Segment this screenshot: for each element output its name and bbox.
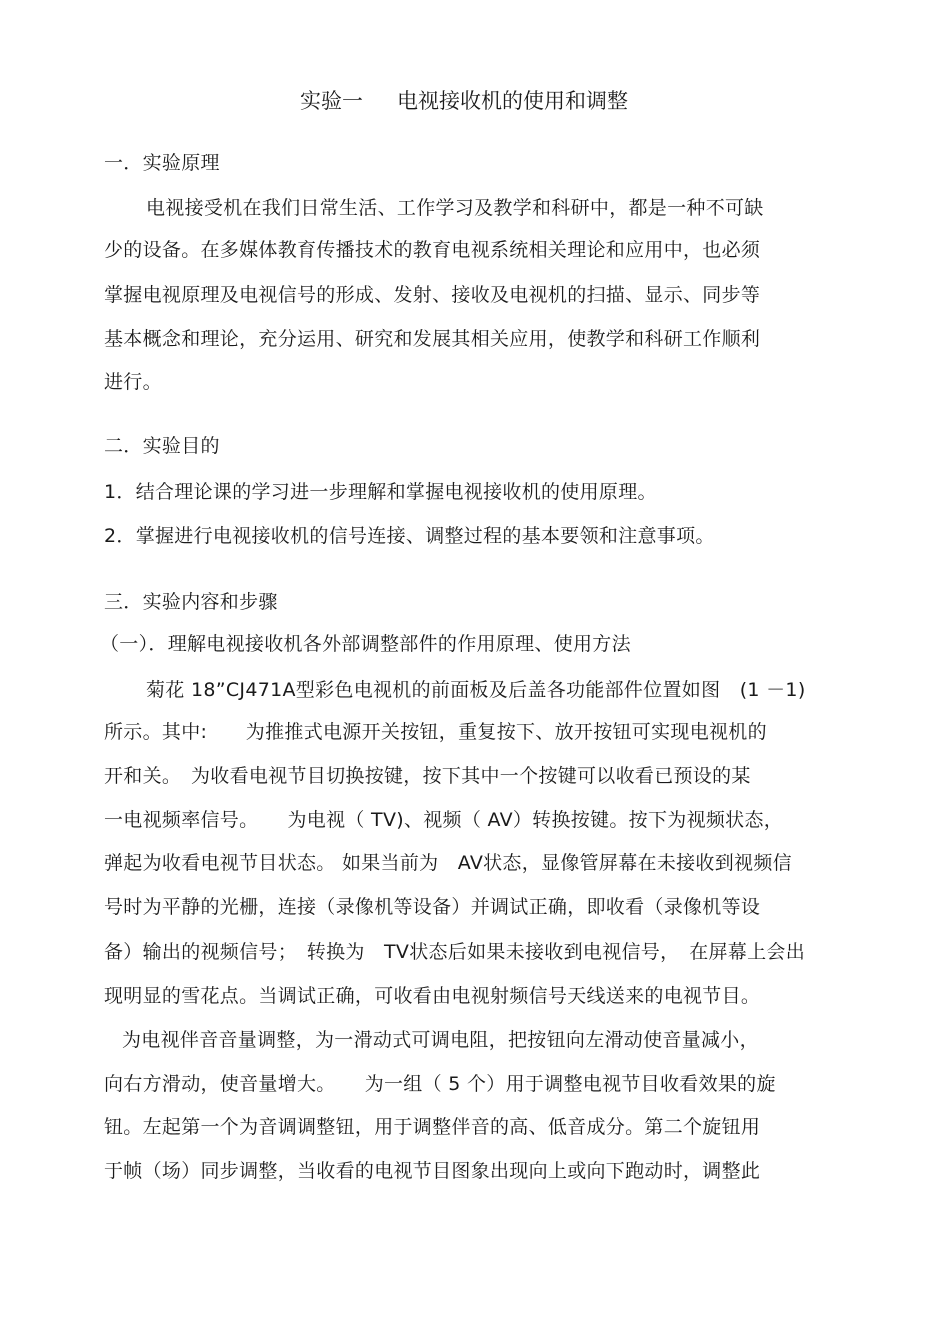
list-item: 2．掌握进行电视接收机的信号连接、调整过程的基本要领和注意事项。 [104, 525, 715, 547]
paragraph-line: 一电视频率信号。 为电视（ TV)、视频（ AV）转换按键。按下为视频状态， [104, 809, 784, 831]
paragraph-line: 开和关。 为收看电视节目切换按键，按下其中一个按键可以收看已预设的某 [104, 765, 751, 787]
page-title [300, 88, 628, 114]
paragraph-line: 钮。左起第一个为音调调整钮，用于调整伴音的高、低音成分。第二个旋钮用 [104, 1116, 761, 1138]
section-heading-principle: 一．实验原理 [104, 152, 220, 174]
paragraph-line: 为电视伴音音量调整，为一滑动式可调电阻，把按钮向左滑动使音量减小， [122, 1029, 759, 1051]
title-part-1: 实验一 [300, 89, 363, 113]
paragraph-line: 于帧（场）同步调整，当收看的电视节目图象出现向上或向下跑动时，调整此 [104, 1160, 761, 1182]
paragraph-line: 号时为平静的光栅，连接（录像机等设备）并调试正确，即收看（录像机等设 [104, 896, 761, 918]
paragraph-line: 基本概念和理论，充分运用、研究和发展其相关应用，使教学和科研工作顺利 [104, 328, 761, 350]
list-item: 1．结合理论课的学习进一步理解和掌握电视接收机的使用原理。 [104, 481, 657, 503]
paragraph-line: 掌握电视原理及电视信号的形成、发射、接收及电视机的扫描、显示、同步等 [104, 284, 761, 306]
paragraph-line: 少的设备。在多媒体教育传播技术的教育电视系统相关理论和应用中，也必须 [104, 239, 761, 261]
paragraph-line: 菊花 18”CJ471A型彩色电视机的前面板及后盖各功能部件位置如图 (1 －1) [146, 679, 806, 701]
paragraph-line: 所示。其中: 为推推式电源开关按钮，重复按下、放开按钮可实现电视机的 [104, 721, 767, 743]
paragraph-line: 备）输出的视频信号； 转换为 TV状态后如果未接收到电视信号， 在屏幕上会出 [104, 941, 806, 963]
paragraph-line: 进行。 [104, 371, 162, 393]
section-heading-content: 三．实验内容和步骤 [104, 591, 278, 613]
paragraph-line: 电视接受机在我们日常生活、工作学习及教学和科研中，都是一种不可缺 [146, 197, 764, 219]
title-part-2: 电视接收机的使用和调整 [397, 89, 628, 113]
paragraph-line: 向右方滑动，使音量增大。 为一组（ 5 个）用于调整电视节目收看效果的旋 [104, 1073, 776, 1095]
paragraph-line: 弹起为收看电视节目状态。 如果当前为 AV状态，显像管屏幕在未接收到视频信 [104, 852, 792, 874]
section-heading-purpose: 二．实验目的 [104, 435, 220, 457]
subsection-heading: （一）．理解电视接收机各外部调整部件的作用原理、使用方法 [100, 633, 631, 655]
paragraph-line: 现明显的雪花点。当调试正确，可收看由电视射频信号天线送来的电视节目。 [104, 985, 761, 1007]
